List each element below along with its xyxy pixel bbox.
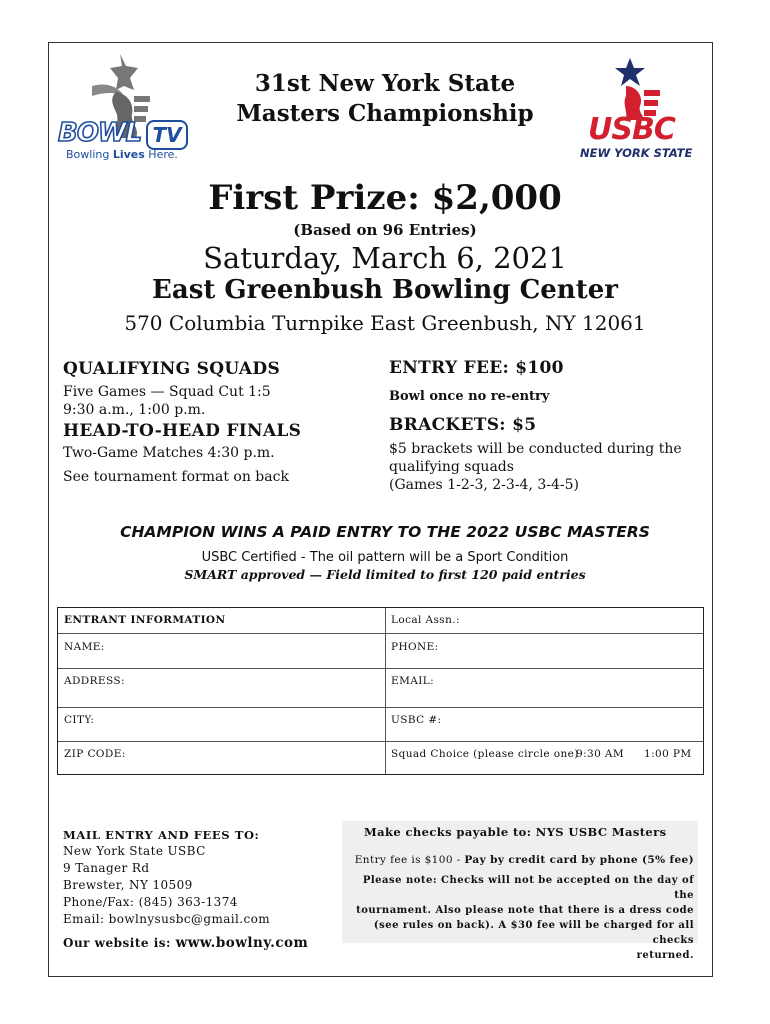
local-assn-field[interactable]: Local Assn.: <box>391 614 460 626</box>
form-row-line <box>58 741 703 742</box>
form-row-line <box>58 633 703 634</box>
qualifying-line-2: 9:30 a.m., 1:00 p.m. <box>63 402 206 418</box>
format-note: See tournament format on back <box>63 469 289 485</box>
bowl-logo-tagline <box>66 148 178 161</box>
address-field[interactable]: ADDRESS: <box>64 675 125 687</box>
entry-fee-heading: ENTRY FEE: $100 <box>389 358 564 378</box>
qualifying-line-1: Five Games — Squad Cut 1:5 <box>63 384 271 400</box>
qualifying-squads-heading: QUALIFYING SQUADS <box>63 359 281 379</box>
mail-city: Brewster, NY 10509 <box>63 878 193 892</box>
mail-address-block <box>63 843 270 928</box>
website-line <box>63 935 308 951</box>
brackets-details <box>389 440 682 494</box>
entrant-information-label: ENTRANT INFORMATION <box>64 614 226 626</box>
entry-fee-text: Entry fee is $100 - <box>354 854 465 866</box>
brackets-line-3: (Games 1-2-3, 2-3-4, 3-4-5) <box>389 477 579 493</box>
checks-payable-line: Make checks payable to: NYS USBC Masters <box>364 825 667 839</box>
website-label: Our website is: <box>63 936 176 950</box>
squad-100-option[interactable]: 1:00 PM <box>644 748 692 760</box>
policy-line-1: Please note: Checks will not be accepted on the day of the <box>362 875 694 901</box>
tv-badge-text: TV <box>152 123 182 147</box>
squad-930-option[interactable]: 9:30 AM <box>576 748 625 760</box>
credit-card-note: Pay by credit card by phone (5% fee) <box>464 854 694 866</box>
mail-entry-heading: MAIL ENTRY AND FEES TO: <box>63 828 260 842</box>
usbc-logo-subtitle: NEW YORK STATE <box>580 146 693 160</box>
first-prize-heading: First Prize: $2,000 <box>208 178 562 218</box>
usbc-number-field[interactable]: USBC #: <box>391 714 442 726</box>
policy-line-3: (see rules on back). A $30 fee will be charged for all checks <box>373 920 694 946</box>
event-date: Saturday, March 6, 2021 <box>203 241 567 275</box>
brackets-heading: BRACKETS: $5 <box>389 415 537 435</box>
tagline-part-a: Bowling <box>66 148 113 161</box>
venue-address: 570 Columbia Turnpike East Greenbush, NY 12061 <box>124 311 646 335</box>
oil-pattern-note: USBC Certified - The oil pattern will be a Sport Condition <box>201 550 569 565</box>
name-field[interactable]: NAME: <box>64 641 105 653</box>
mail-email[interactable]: Email: bowlnysusbc@gmail.com <box>63 912 271 926</box>
usbc-logo <box>574 56 704 164</box>
venue-name: East Greenbush Bowling Center <box>152 275 618 305</box>
form-row-line <box>58 707 703 708</box>
payment-panel <box>342 821 698 961</box>
squad-choice-label: Squad Choice (please circle one) <box>391 748 579 760</box>
tagline-part-c: Here. <box>144 148 178 161</box>
qualifying-details <box>63 383 271 419</box>
title-line-2: Masters Championship <box>236 100 534 127</box>
prize-basis-note: (Based on 96 Entries) <box>293 221 477 239</box>
title-line-1: 31st New York State <box>254 70 516 97</box>
phone-field[interactable]: PHONE: <box>391 641 439 653</box>
entry-fee-line <box>355 854 694 866</box>
champion-headline: CHAMPION WINS A PAID ENTRY TO THE 2022 USBC MASTERS <box>120 523 650 541</box>
mail-street: 9 Tanager Rd <box>63 861 150 875</box>
entrant-form <box>57 607 704 775</box>
city-field[interactable]: CITY: <box>64 714 95 726</box>
usbc-pin-star-icon <box>574 56 704 120</box>
brackets-line-2: qualifying squads <box>389 459 514 475</box>
form-row-line <box>58 668 703 669</box>
smart-approved-note: SMART approved — Field limited to first 120 paid entries <box>184 567 586 582</box>
bowl-logo-text: BOWL <box>58 118 142 148</box>
policy-line-2: tournament. Also please note that there is a dress code <box>356 905 694 916</box>
website-link[interactable]: www.bowlny.com <box>175 935 309 951</box>
mail-org: New York State USBC <box>63 844 206 858</box>
brackets-line-1: $5 brackets will be conducted during the <box>389 441 682 457</box>
policy-line-4: returned. <box>636 950 694 961</box>
tagline-part-b: Lives <box>112 148 145 161</box>
zip-code-field[interactable]: ZIP CODE: <box>64 748 126 760</box>
usbc-logo-text: USBC <box>588 112 675 147</box>
mail-phone: Phone/Fax: (845) 363-1374 <box>63 895 238 909</box>
head-to-head-heading: HEAD-TO-HEAD FINALS <box>63 421 302 441</box>
head-to-head-line: Two-Game Matches 4:30 p.m. <box>63 445 275 461</box>
checks-policy-note <box>342 873 694 963</box>
email-field[interactable]: EMAIL: <box>391 675 435 687</box>
entry-fee-note: Bowl once no re-entry <box>389 389 550 404</box>
